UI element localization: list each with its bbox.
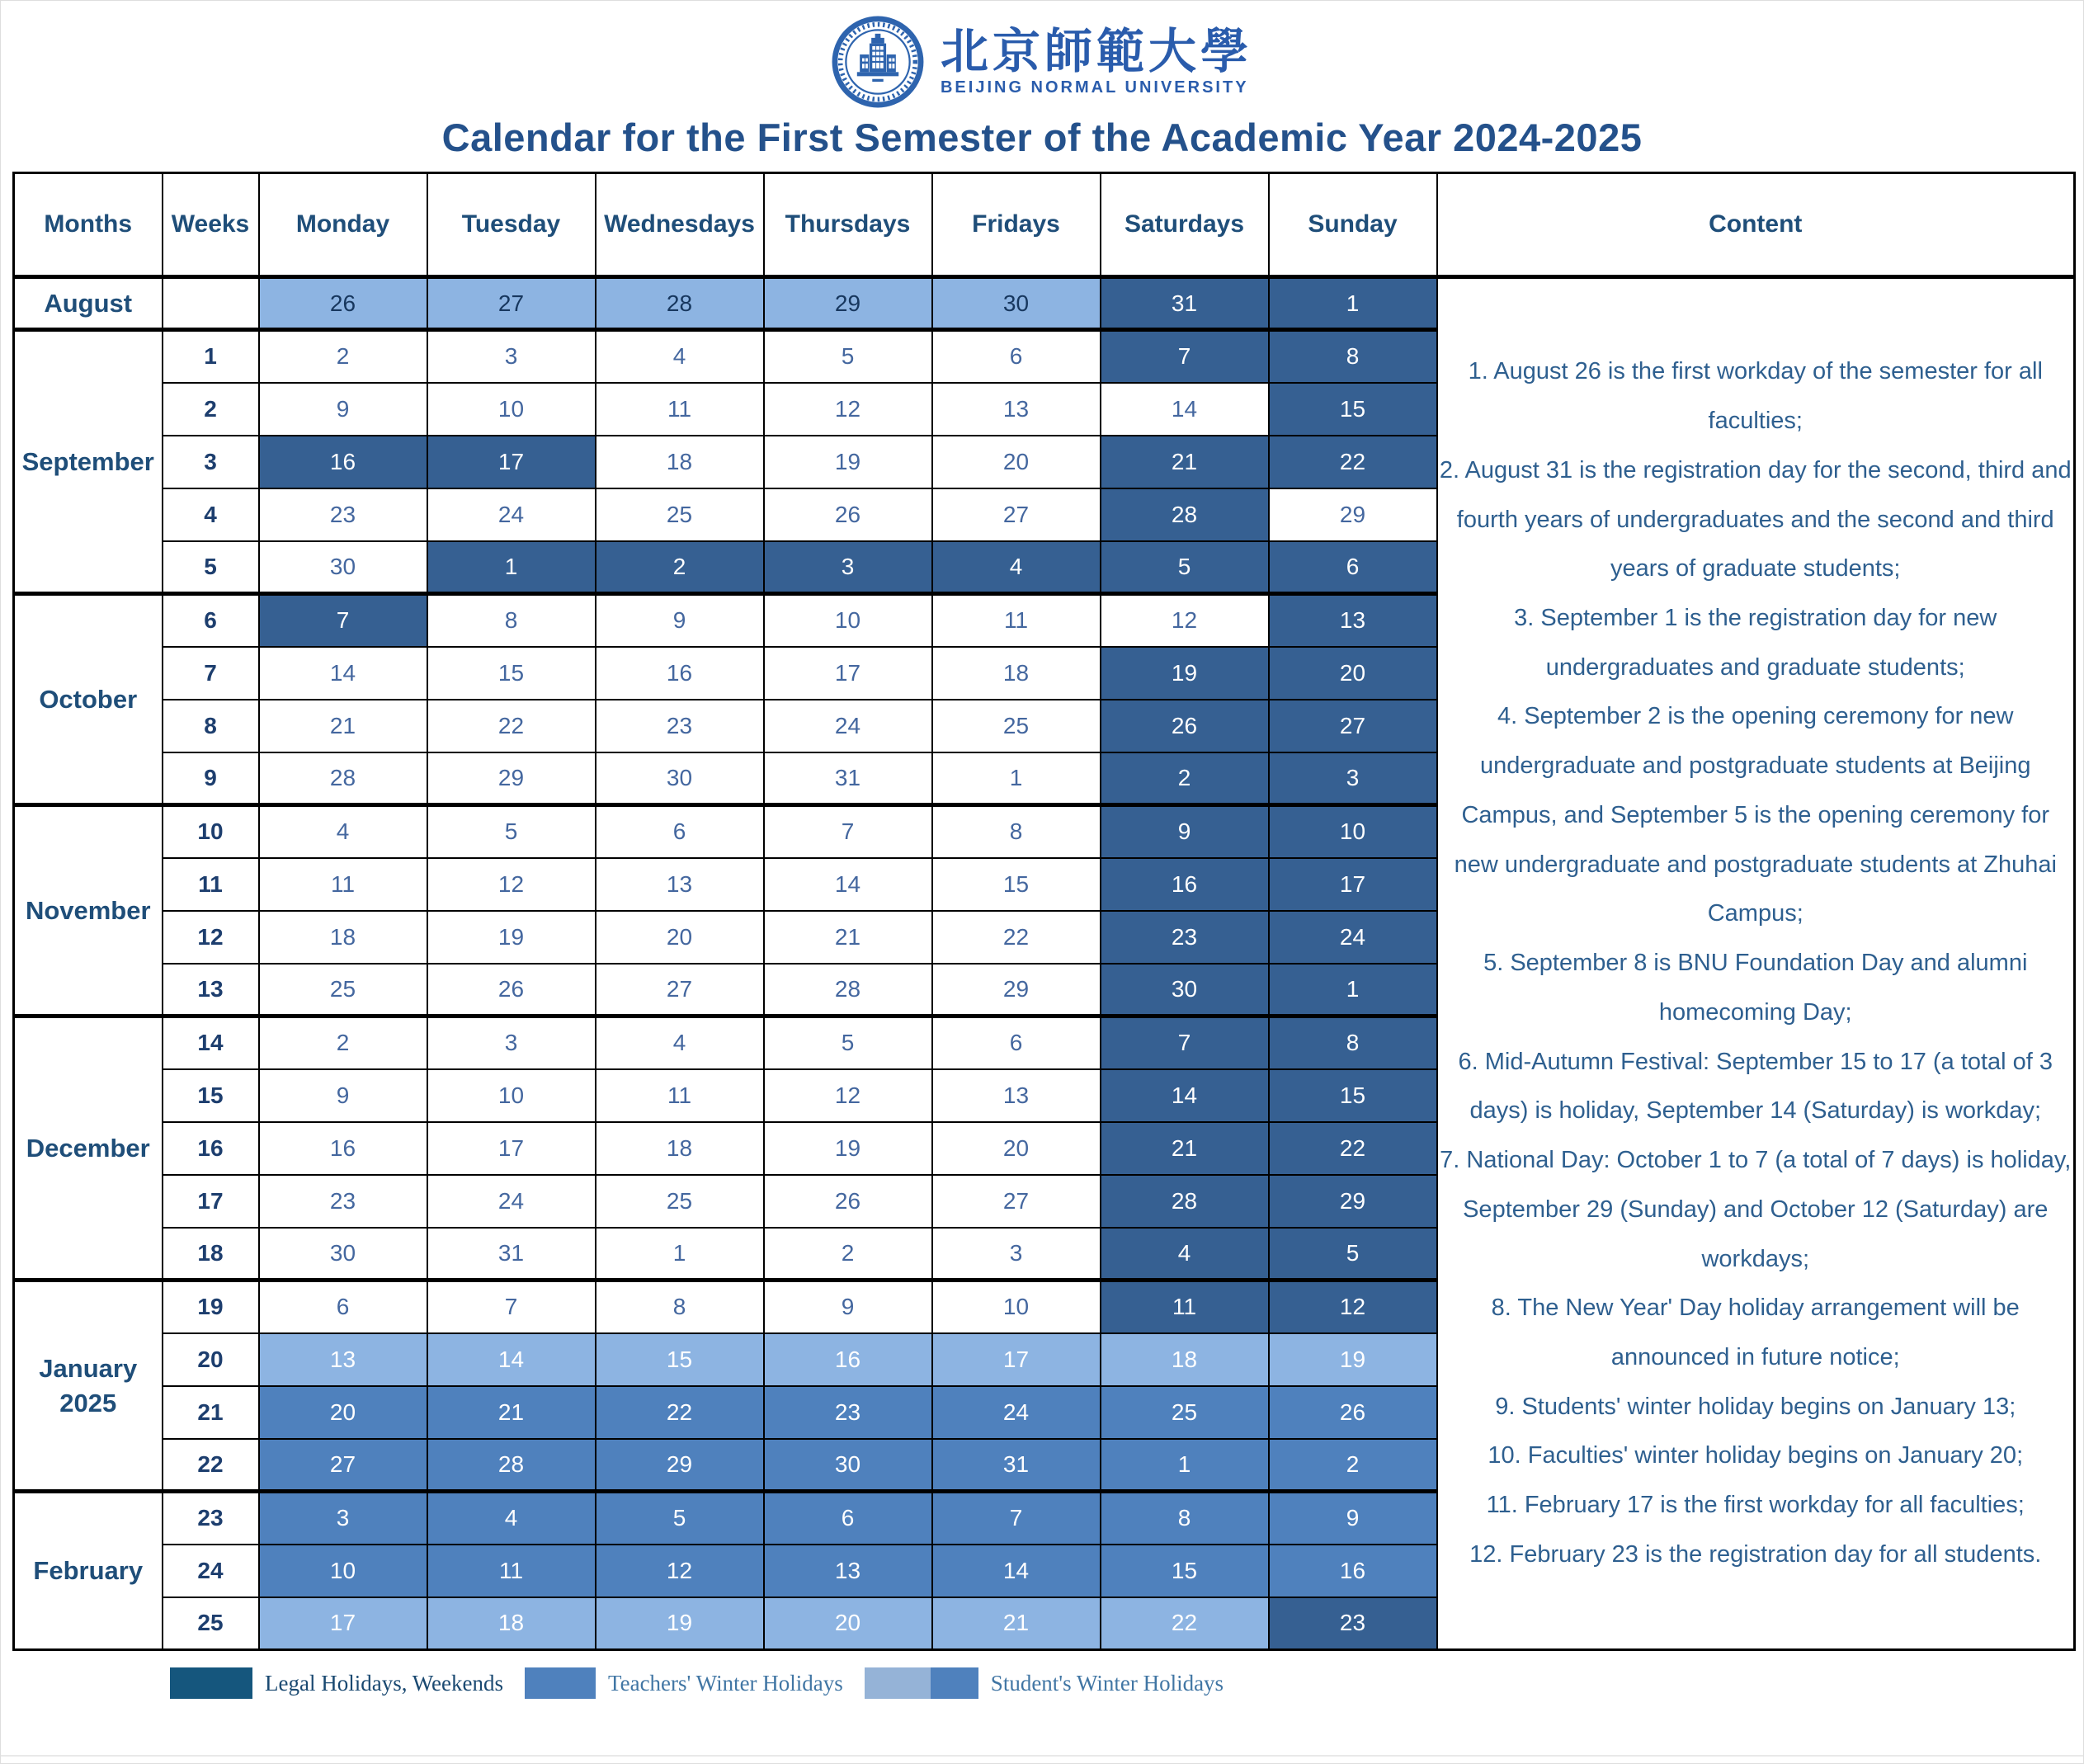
day-cell: 19 — [1269, 1333, 1437, 1386]
header-saturday: Saturdays — [1101, 173, 1269, 277]
day-cell: 30 — [1101, 964, 1269, 1016]
week-number: 9 — [163, 752, 259, 805]
day-cell: 2 — [764, 1228, 932, 1281]
day-cell: 31 — [764, 752, 932, 805]
legend-swatch-legal-holidays — [170, 1667, 252, 1699]
day-cell: 28 — [1101, 488, 1269, 541]
day-cell: 1 — [1101, 1439, 1269, 1492]
day-cell: 14 — [764, 858, 932, 911]
day-cell: 2 — [259, 330, 427, 383]
day-cell: 15 — [427, 647, 596, 700]
day-cell: 12 — [1269, 1281, 1437, 1333]
month-label-february: February — [14, 1492, 163, 1650]
header-sunday: Sunday — [1269, 173, 1437, 277]
day-cell: 7 — [932, 1492, 1101, 1545]
week-number: 24 — [163, 1545, 259, 1597]
month-label-september: September — [14, 330, 163, 594]
day-cell: 9 — [596, 594, 764, 647]
day-cell: 20 — [1269, 647, 1437, 700]
day-cell: 26 — [1269, 1386, 1437, 1439]
content-note: 12. February 23 is the registration day for all students. — [1469, 1540, 2042, 1568]
day-cell: 24 — [1269, 911, 1437, 964]
day-cell: 22 — [427, 700, 596, 752]
header-content: Content — [1437, 173, 2075, 277]
day-cell: 5 — [764, 330, 932, 383]
week-number: 18 — [163, 1228, 259, 1281]
day-cell: 9 — [1101, 805, 1269, 858]
day-cell: 17 — [427, 1122, 596, 1175]
content-note: 10. Faculties' winter holiday begins on January 20; — [1488, 1442, 2024, 1469]
legend-item-teachers-winter-holidays — [525, 1667, 843, 1699]
day-cell: 21 — [1101, 436, 1269, 488]
legend-label: Student's Winter Holidays — [990, 1670, 1224, 1696]
day-cell: 6 — [1269, 541, 1437, 594]
day-cell: 21 — [1101, 1122, 1269, 1175]
day-cell: 17 — [259, 1597, 427, 1650]
day-cell: 29 — [1269, 1175, 1437, 1228]
day-cell: 19 — [427, 911, 596, 964]
day-cell: 2 — [1269, 1439, 1437, 1492]
bnu-seal-icon — [832, 16, 924, 108]
calendar-week-row — [14, 277, 2075, 330]
day-cell: 28 — [1101, 1175, 1269, 1228]
university-logo — [1, 1, 2083, 110]
day-cell: 11 — [1101, 1281, 1269, 1333]
day-cell: 3 — [427, 1016, 596, 1069]
content-note: 5. September 8 is BNU Foundation Day and alumni homecoming Day; — [1483, 950, 2028, 1026]
day-cell: 6 — [932, 1016, 1101, 1069]
month-label-november: November — [14, 805, 163, 1016]
day-cell: 3 — [1269, 752, 1437, 805]
day-cell: 16 — [259, 436, 427, 488]
page-bottom-divider — [1, 1755, 2083, 1757]
week-number: 19 — [163, 1281, 259, 1333]
day-cell: 20 — [596, 911, 764, 964]
week-number: 6 — [163, 594, 259, 647]
day-cell: 11 — [596, 383, 764, 436]
day-cell: 11 — [932, 594, 1101, 647]
day-cell: 28 — [764, 964, 932, 1016]
day-cell: 18 — [596, 436, 764, 488]
university-name-english: BEIJING NORMAL UNIVERSITY — [940, 78, 1249, 97]
day-cell: 17 — [764, 647, 932, 700]
content-note: 6. Mid-Autumn Festival: September 15 to 17 (a total of 3 days) is holiday, September 14 (Saturday) is workday; — [1458, 1048, 2053, 1125]
day-cell: 6 — [259, 1281, 427, 1333]
day-cell: 13 — [764, 1545, 932, 1597]
day-cell: 31 — [1101, 277, 1269, 330]
day-cell: 13 — [259, 1333, 427, 1386]
day-cell: 20 — [932, 1122, 1101, 1175]
content-note: 1. August 26 is the first workday of the semester for all faculties; — [1468, 358, 2043, 435]
day-cell: 7 — [427, 1281, 596, 1333]
day-cell: 21 — [259, 700, 427, 752]
day-cell: 9 — [764, 1281, 932, 1333]
day-cell: 27 — [596, 964, 764, 1016]
day-cell: 27 — [932, 1175, 1101, 1228]
day-cell: 5 — [764, 1016, 932, 1069]
legend-label: Legal Holidays, Weekends — [265, 1670, 503, 1696]
day-cell: 22 — [1269, 1122, 1437, 1175]
day-cell: 13 — [596, 858, 764, 911]
month-label-january: January 2025 — [14, 1281, 163, 1492]
week-number: 4 — [163, 488, 259, 541]
day-cell: 12 — [764, 1069, 932, 1122]
day-cell: 11 — [427, 1545, 596, 1597]
day-cell: 4 — [259, 805, 427, 858]
day-cell: 29 — [427, 752, 596, 805]
legend-item-students-winter-holidays — [865, 1667, 1224, 1699]
day-cell: 23 — [1101, 911, 1269, 964]
legend-swatch-teachers-winter-holidays — [525, 1667, 596, 1699]
day-cell: 20 — [259, 1386, 427, 1439]
week-number: 17 — [163, 1175, 259, 1228]
header-tuesday: Tuesday — [427, 173, 596, 277]
week-number: 25 — [163, 1597, 259, 1650]
day-cell: 16 — [1269, 1545, 1437, 1597]
header-friday: Fridays — [932, 173, 1101, 277]
day-cell: 13 — [1269, 594, 1437, 647]
day-cell: 13 — [932, 383, 1101, 436]
day-cell: 25 — [596, 1175, 764, 1228]
day-cell: 18 — [1101, 1333, 1269, 1386]
day-cell: 3 — [932, 1228, 1101, 1281]
day-cell: 12 — [764, 383, 932, 436]
day-cell: 8 — [1101, 1492, 1269, 1545]
day-cell: 10 — [427, 383, 596, 436]
week-number — [163, 277, 259, 330]
day-cell: 10 — [1269, 805, 1437, 858]
day-cell: 26 — [764, 1175, 932, 1228]
day-cell: 3 — [427, 330, 596, 383]
day-cell: 19 — [1101, 647, 1269, 700]
day-cell: 4 — [596, 330, 764, 383]
week-number: 5 — [163, 541, 259, 594]
day-cell: 18 — [427, 1597, 596, 1650]
day-cell: 3 — [259, 1492, 427, 1545]
day-cell: 26 — [1101, 700, 1269, 752]
day-cell: 6 — [764, 1492, 932, 1545]
day-cell: 20 — [932, 436, 1101, 488]
day-cell: 1 — [1269, 277, 1437, 330]
day-cell: 29 — [764, 277, 932, 330]
month-label-august: August — [14, 277, 163, 330]
day-cell: 23 — [596, 700, 764, 752]
day-cell: 24 — [932, 1386, 1101, 1439]
day-cell: 26 — [427, 964, 596, 1016]
day-cell: 14 — [1101, 1069, 1269, 1122]
day-cell: 15 — [932, 858, 1101, 911]
day-cell: 4 — [427, 1492, 596, 1545]
day-cell: 27 — [259, 1439, 427, 1492]
day-cell: 14 — [1101, 383, 1269, 436]
day-cell: 9 — [259, 1069, 427, 1122]
header-thursday: Thursdays — [764, 173, 932, 277]
page-title: Calendar for the First Semester of the Academic Year 2024-2025 — [441, 116, 1643, 159]
day-cell: 14 — [427, 1333, 596, 1386]
day-cell: 12 — [1101, 594, 1269, 647]
day-cell: 28 — [259, 752, 427, 805]
month-label-october: October — [14, 594, 163, 805]
day-cell: 31 — [427, 1228, 596, 1281]
day-cell: 7 — [1101, 330, 1269, 383]
day-cell: 16 — [764, 1333, 932, 1386]
day-cell: 12 — [427, 858, 596, 911]
day-cell: 26 — [764, 488, 932, 541]
day-cell: 27 — [1269, 700, 1437, 752]
day-cell: 21 — [932, 1597, 1101, 1650]
week-number: 15 — [163, 1069, 259, 1122]
day-cell: 21 — [764, 911, 932, 964]
content-note: 9. Students' winter holiday begins on January 13; — [1495, 1393, 2016, 1420]
legend — [170, 1666, 2083, 1700]
day-cell: 8 — [427, 594, 596, 647]
day-cell: 4 — [1101, 1228, 1269, 1281]
week-number: 13 — [163, 964, 259, 1016]
day-cell: 6 — [596, 805, 764, 858]
legend-swatch-students-winter-holidays — [865, 1667, 978, 1699]
day-cell: 7 — [764, 805, 932, 858]
day-cell: 30 — [259, 541, 427, 594]
content-notes — [1437, 277, 2075, 1650]
header-weeks: Weeks — [163, 173, 259, 277]
day-cell: 22 — [1101, 1597, 1269, 1650]
day-cell: 2 — [259, 1016, 427, 1069]
day-cell: 5 — [1269, 1228, 1437, 1281]
day-cell: 14 — [932, 1545, 1101, 1597]
day-cell: 18 — [596, 1122, 764, 1175]
day-cell: 22 — [1269, 436, 1437, 488]
day-cell: 29 — [1269, 488, 1437, 541]
day-cell: 27 — [932, 488, 1101, 541]
day-cell: 9 — [1269, 1492, 1437, 1545]
week-number: 21 — [163, 1386, 259, 1439]
legend-item-legal-holidays — [170, 1667, 503, 1699]
day-cell: 3 — [764, 541, 932, 594]
day-cell: 28 — [596, 277, 764, 330]
day-cell: 2 — [596, 541, 764, 594]
week-number: 22 — [163, 1439, 259, 1492]
day-cell: 15 — [1269, 1069, 1437, 1122]
day-cell: 17 — [1269, 858, 1437, 911]
day-cell: 29 — [596, 1439, 764, 1492]
day-cell: 16 — [259, 1122, 427, 1175]
content-note: 2. August 31 is the registration day for the second, third and fourth years of undergraduates and the second and third years of graduate students; — [1439, 456, 2072, 582]
week-number: 2 — [163, 383, 259, 436]
day-cell: 10 — [259, 1545, 427, 1597]
week-number: 8 — [163, 700, 259, 752]
day-cell: 8 — [596, 1281, 764, 1333]
university-name-chinese: 北京師範大學 — [940, 22, 1252, 79]
day-cell: 30 — [764, 1439, 932, 1492]
header-wednesday: Wednesdays — [596, 173, 764, 277]
day-cell: 5 — [1101, 541, 1269, 594]
day-cell: 10 — [764, 594, 932, 647]
day-cell: 30 — [932, 277, 1101, 330]
day-cell: 1 — [427, 541, 596, 594]
day-cell: 7 — [259, 594, 427, 647]
day-cell: 1 — [1269, 964, 1437, 1016]
day-cell: 25 — [932, 700, 1101, 752]
day-cell: 27 — [427, 277, 596, 330]
day-cell: 19 — [764, 1122, 932, 1175]
day-cell: 9 — [259, 383, 427, 436]
week-number: 11 — [163, 858, 259, 911]
day-cell: 25 — [596, 488, 764, 541]
day-cell: 19 — [764, 436, 932, 488]
week-number: 23 — [163, 1492, 259, 1545]
day-cell: 18 — [259, 911, 427, 964]
day-cell: 5 — [427, 805, 596, 858]
week-number: 7 — [163, 647, 259, 700]
header-monday: Monday — [259, 173, 427, 277]
day-cell: 8 — [1269, 1016, 1437, 1069]
day-cell: 31 — [932, 1439, 1101, 1492]
content-note: 8. The New Year' Day holiday arrangement will be announced in future notice; — [1491, 1295, 2020, 1370]
day-cell: 21 — [427, 1386, 596, 1439]
day-cell: 30 — [596, 752, 764, 805]
header-months: Months — [14, 173, 163, 277]
day-cell: 13 — [932, 1069, 1101, 1122]
day-cell: 11 — [596, 1069, 764, 1122]
semester-calendar-table — [12, 172, 2076, 1651]
day-cell: 15 — [1101, 1545, 1269, 1597]
week-number: 12 — [163, 911, 259, 964]
content-note: 11. February 17 is the first workday for all faculties; — [1486, 1492, 2025, 1519]
week-number: 14 — [163, 1016, 259, 1069]
day-cell: 16 — [596, 647, 764, 700]
day-cell: 23 — [764, 1386, 932, 1439]
day-cell: 1 — [932, 752, 1101, 805]
day-cell: 20 — [764, 1597, 932, 1650]
day-cell: 24 — [427, 1175, 596, 1228]
day-cell: 7 — [1101, 1016, 1269, 1069]
day-cell: 5 — [596, 1492, 764, 1545]
day-cell: 4 — [596, 1016, 764, 1069]
day-cell: 2 — [1101, 752, 1269, 805]
day-cell: 25 — [259, 964, 427, 1016]
month-label-december: December — [14, 1016, 163, 1281]
day-cell: 8 — [1269, 330, 1437, 383]
day-cell: 14 — [259, 647, 427, 700]
week-number: 20 — [163, 1333, 259, 1386]
day-cell: 22 — [596, 1386, 764, 1439]
week-number: 16 — [163, 1122, 259, 1175]
day-cell: 12 — [596, 1545, 764, 1597]
day-cell: 25 — [1101, 1386, 1269, 1439]
calendar-body — [14, 277, 2075, 1650]
day-cell: 4 — [932, 541, 1101, 594]
day-cell: 10 — [932, 1281, 1101, 1333]
day-cell: 1 — [596, 1228, 764, 1281]
day-cell: 23 — [1269, 1597, 1437, 1650]
day-cell: 15 — [1269, 383, 1437, 436]
day-cell: 18 — [932, 647, 1101, 700]
content-note: 4. September 2 is the opening ceremony for new undergraduate and postgraduate students at Beijing Campus, and September 5 is the opening ceremony for new undergraduate and postgraduate students at Zhuhai Campus; — [1454, 703, 2057, 927]
day-cell: 24 — [764, 700, 932, 752]
university-wordmark — [940, 22, 1252, 98]
day-cell: 11 — [259, 858, 427, 911]
content-note: 7. National Day: October 1 to 7 (a total of 7 days) is holiday, September 29 (Sunday) and October 12 (Saturday) are workdays; — [1440, 1147, 2072, 1272]
day-cell: 23 — [259, 488, 427, 541]
day-cell: 10 — [427, 1069, 596, 1122]
day-cell: 29 — [932, 964, 1101, 1016]
day-cell: 24 — [427, 488, 596, 541]
header-row — [14, 173, 2075, 277]
content-note: 3. September 1 is the registration day for new undergraduates and graduate students; — [1514, 604, 1997, 681]
day-cell: 22 — [932, 911, 1101, 964]
day-cell: 16 — [1101, 858, 1269, 911]
day-cell: 8 — [932, 805, 1101, 858]
week-number: 3 — [163, 436, 259, 488]
day-cell: 26 — [259, 277, 427, 330]
day-cell: 30 — [259, 1228, 427, 1281]
day-cell: 15 — [596, 1333, 764, 1386]
day-cell: 23 — [259, 1175, 427, 1228]
day-cell: 6 — [932, 330, 1101, 383]
day-cell: 17 — [932, 1333, 1101, 1386]
week-number: 1 — [163, 330, 259, 383]
legend-label: Teachers' Winter Holidays — [608, 1670, 843, 1696]
day-cell: 17 — [427, 436, 596, 488]
week-number: 10 — [163, 805, 259, 858]
day-cell: 19 — [596, 1597, 764, 1650]
day-cell: 28 — [427, 1439, 596, 1492]
